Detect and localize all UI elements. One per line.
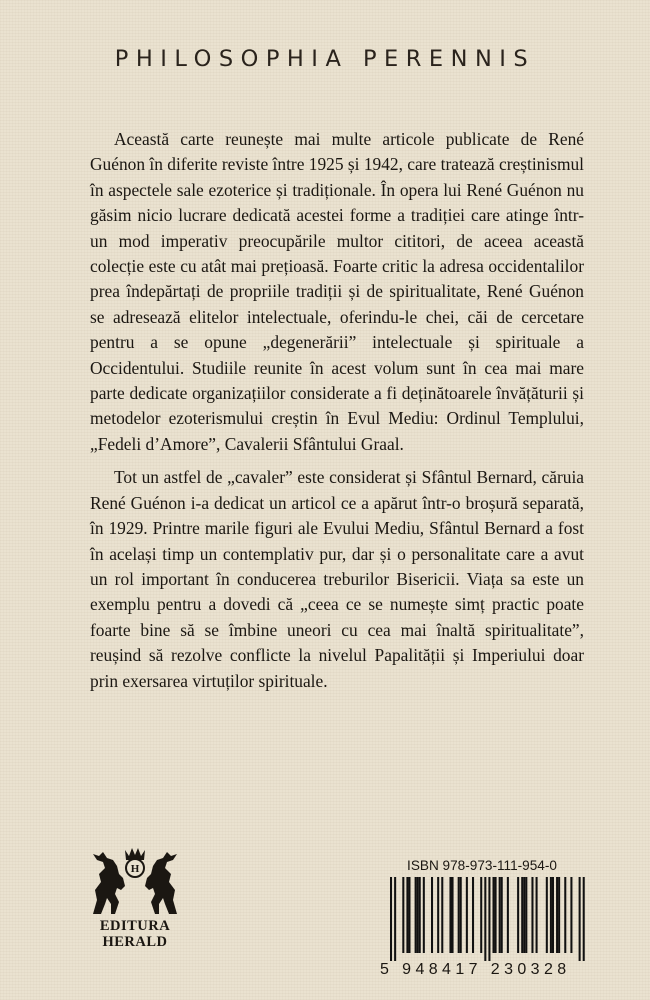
barcode-bar <box>431 877 433 953</box>
barcode-bar <box>423 877 425 953</box>
ean-barcode <box>378 877 586 961</box>
barcode-bar <box>583 877 585 961</box>
barcode-bar <box>402 877 404 953</box>
barcode-bar <box>408 877 410 953</box>
barcode-bar <box>501 877 503 953</box>
barcode-bar <box>466 877 468 953</box>
barcode-bar <box>556 877 558 953</box>
barcode-bar <box>452 877 454 953</box>
barcode-bar <box>437 877 439 953</box>
barcode-bar <box>460 877 462 953</box>
barcode-bar <box>536 877 538 953</box>
barcode-bar <box>507 877 509 953</box>
barcode-bar <box>521 877 523 953</box>
barcode-bar <box>564 877 566 953</box>
barcode-bar <box>550 877 552 953</box>
barcode-bar <box>390 877 392 961</box>
isbn-label: ISBN 978-973-111-954-0 <box>407 858 557 873</box>
barcode-bar <box>449 877 451 953</box>
barcode-bar <box>488 877 490 961</box>
barcode-bar <box>495 877 497 953</box>
barcode-bar <box>441 877 443 953</box>
barcode-bar <box>525 877 527 953</box>
barcode-bar <box>419 877 421 953</box>
publisher-name-line2: HERALD <box>102 934 168 950</box>
barcode-bar <box>415 877 417 953</box>
barcode-block <box>378 858 586 979</box>
barcode-bar <box>552 877 554 953</box>
barcode-bar <box>472 877 474 953</box>
publisher-name-line1: EDITURA <box>99 918 171 934</box>
barcode-bar <box>523 877 525 953</box>
barcode-bar <box>517 877 519 953</box>
barcode-bar <box>417 877 419 953</box>
barcode-bar <box>531 877 533 953</box>
barcode-bar <box>458 877 460 953</box>
barcode-bar <box>570 877 572 953</box>
barcode-bar <box>558 877 560 953</box>
publisher-logo <box>84 844 186 950</box>
barcode-bar <box>493 877 495 953</box>
back-cover-blurb <box>90 127 584 694</box>
blurb-paragraph-1: Această carte reunește mai multe articole publicate de René Guénon în diferite reviste între 1925 și 1942, care tratează creștinismul în aspectele sale ezoterice și tradiționale. În opera lui René Guénon nu găsim nicio lucrare dedicată acestei forme a tradiției care atinge într-un mod imperativ preocupările multor cititori, de aceea această colecție este cu atât mai prețioasă. Foarte critic la adresa occidentalilor prea îndepărtați de propriile tradiții și de spiritualitate, René Guénon se adresează elitelor intelectuale, oferindu-le chei, căi de cercetare pentru a se opune „degenerării” intelectuale și spirituale a Occidentului. Studiile reunite în acest volum sunt în cea mai mare parte dedicate organizațiilor considerate a fi deținătoarele învățăturii și metodelor ezoterismului creștin în Evul Mediu: Ordinul Templului, „Fedeli d’Amore”, Cavalerii Sfântului Graal. <box>90 129 585 454</box>
barcode-bar <box>394 877 396 961</box>
barcode-bar <box>579 877 581 961</box>
barcode-bar <box>484 877 486 961</box>
rampant-goats-crest-icon <box>87 844 183 918</box>
barcode-bar <box>499 877 501 953</box>
logo-monogram: H <box>130 863 140 875</box>
barcode-bar <box>546 877 548 953</box>
barcode-bar <box>480 877 482 953</box>
blurb-paragraph-2: Tot un astfel de „cavaler” este considerat și Sfântul Bernard, căruia René Guénon i-a dedicat un articol ce a apărut într-o broșură separată, în 1929. Printre marile figuri ale Evului Mediu, Sfântul Bernard a fost în același timp un contemplativ pur, dar și o personalitate care a avut un rol important în conducerea treburilor Bisericii. Viața sa este un exemplu pentru a dovedi că „ceea ce se numește simț practic poate foarte bine să se îmbine uneori cu cea mai înaltă spiritualitate”, reușind să rezolve conflicte la nivelul Papalității și Imperiului doar prin exersarea virtuților spirituale. <box>90 467 584 691</box>
ean-digits: 5 948417 230328 <box>380 961 571 978</box>
barcode-bar <box>406 877 408 953</box>
series-title: PHILOSOPHIA PERENNIS <box>114 46 536 73</box>
